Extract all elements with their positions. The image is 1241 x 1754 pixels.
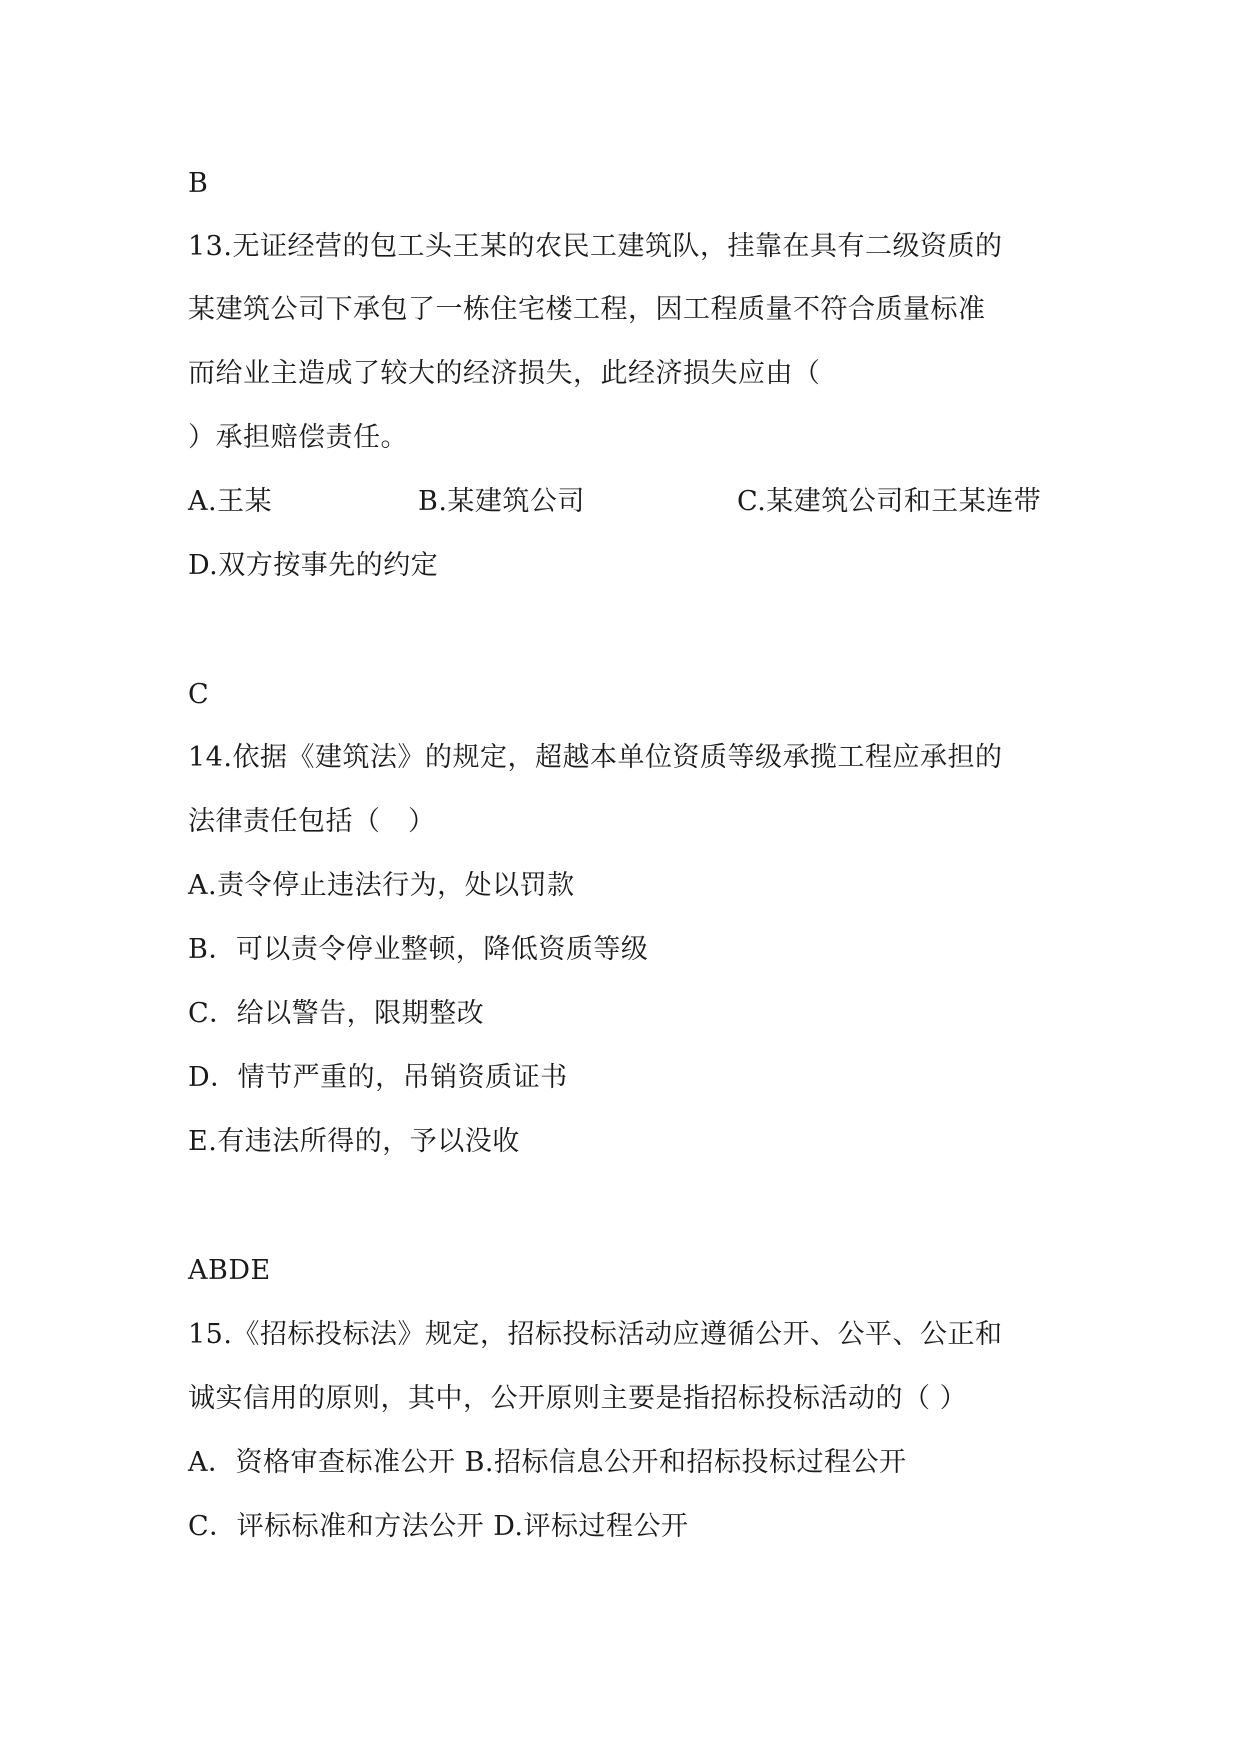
question-14-option-e: E.有违法所得的，予以没收 [188,1126,520,1157]
question-13-option-d: D.双方按事先的约定 [188,550,439,581]
question-15-line-2: 诚实信用的原则，其中，公开原则主要是指招标投标活动的（ ） [188,1383,968,1414]
question-14-option-a: A.责令停止违法行为，处以罚款 [188,870,575,901]
question-13-line-2: 某建筑公司下承包了一栋住宅楼工程，因工程质量不符合质量标准 [188,294,986,325]
answer-14: ABDE [188,1255,271,1286]
question-14-line-1: 14.依据《建筑法》的规定，超越本单位资质等级承揽工程应承担的 [188,742,1003,773]
question-14-option-d: D．情节严重的，吊销资质证书 [188,1062,568,1093]
question-13-option-b: B.某建筑公司 [418,486,585,517]
question-15-line-1: 15.《招标投标法》规定，招标投标活动应遵循公开、公平、公正和 [188,1319,1003,1350]
question-14-line-2: 法律责任包括（ ） [188,806,436,837]
answer-13: C [188,679,210,710]
question-15-options-cd: C．评标标准和方法公开 D.评标过程公开 [188,1511,689,1542]
question-13-option-a: A.王某 [188,486,273,517]
question-13-line-4: ）承担赔偿责任。 [188,422,408,453]
question-15-options-ab: A．资格审查标准公开 B.招标信息公开和招标投标过程公开 [188,1447,907,1478]
question-13-line-3: 而给业主造成了较大的经济损失，此经济损失应由（ [188,358,821,389]
question-13-line-1: 13.无证经营的包工头王某的农民工建筑队，挂靠在具有二级资质的 [188,231,1003,262]
answer-12: B [188,168,209,199]
question-14-option-b: B．可以责令停业整顿，降低资质等级 [188,934,649,965]
question-13-option-c: C.某建筑公司和王某连带 [737,486,1042,517]
question-14-option-c: C．给以警告，限期整改 [188,998,485,1029]
